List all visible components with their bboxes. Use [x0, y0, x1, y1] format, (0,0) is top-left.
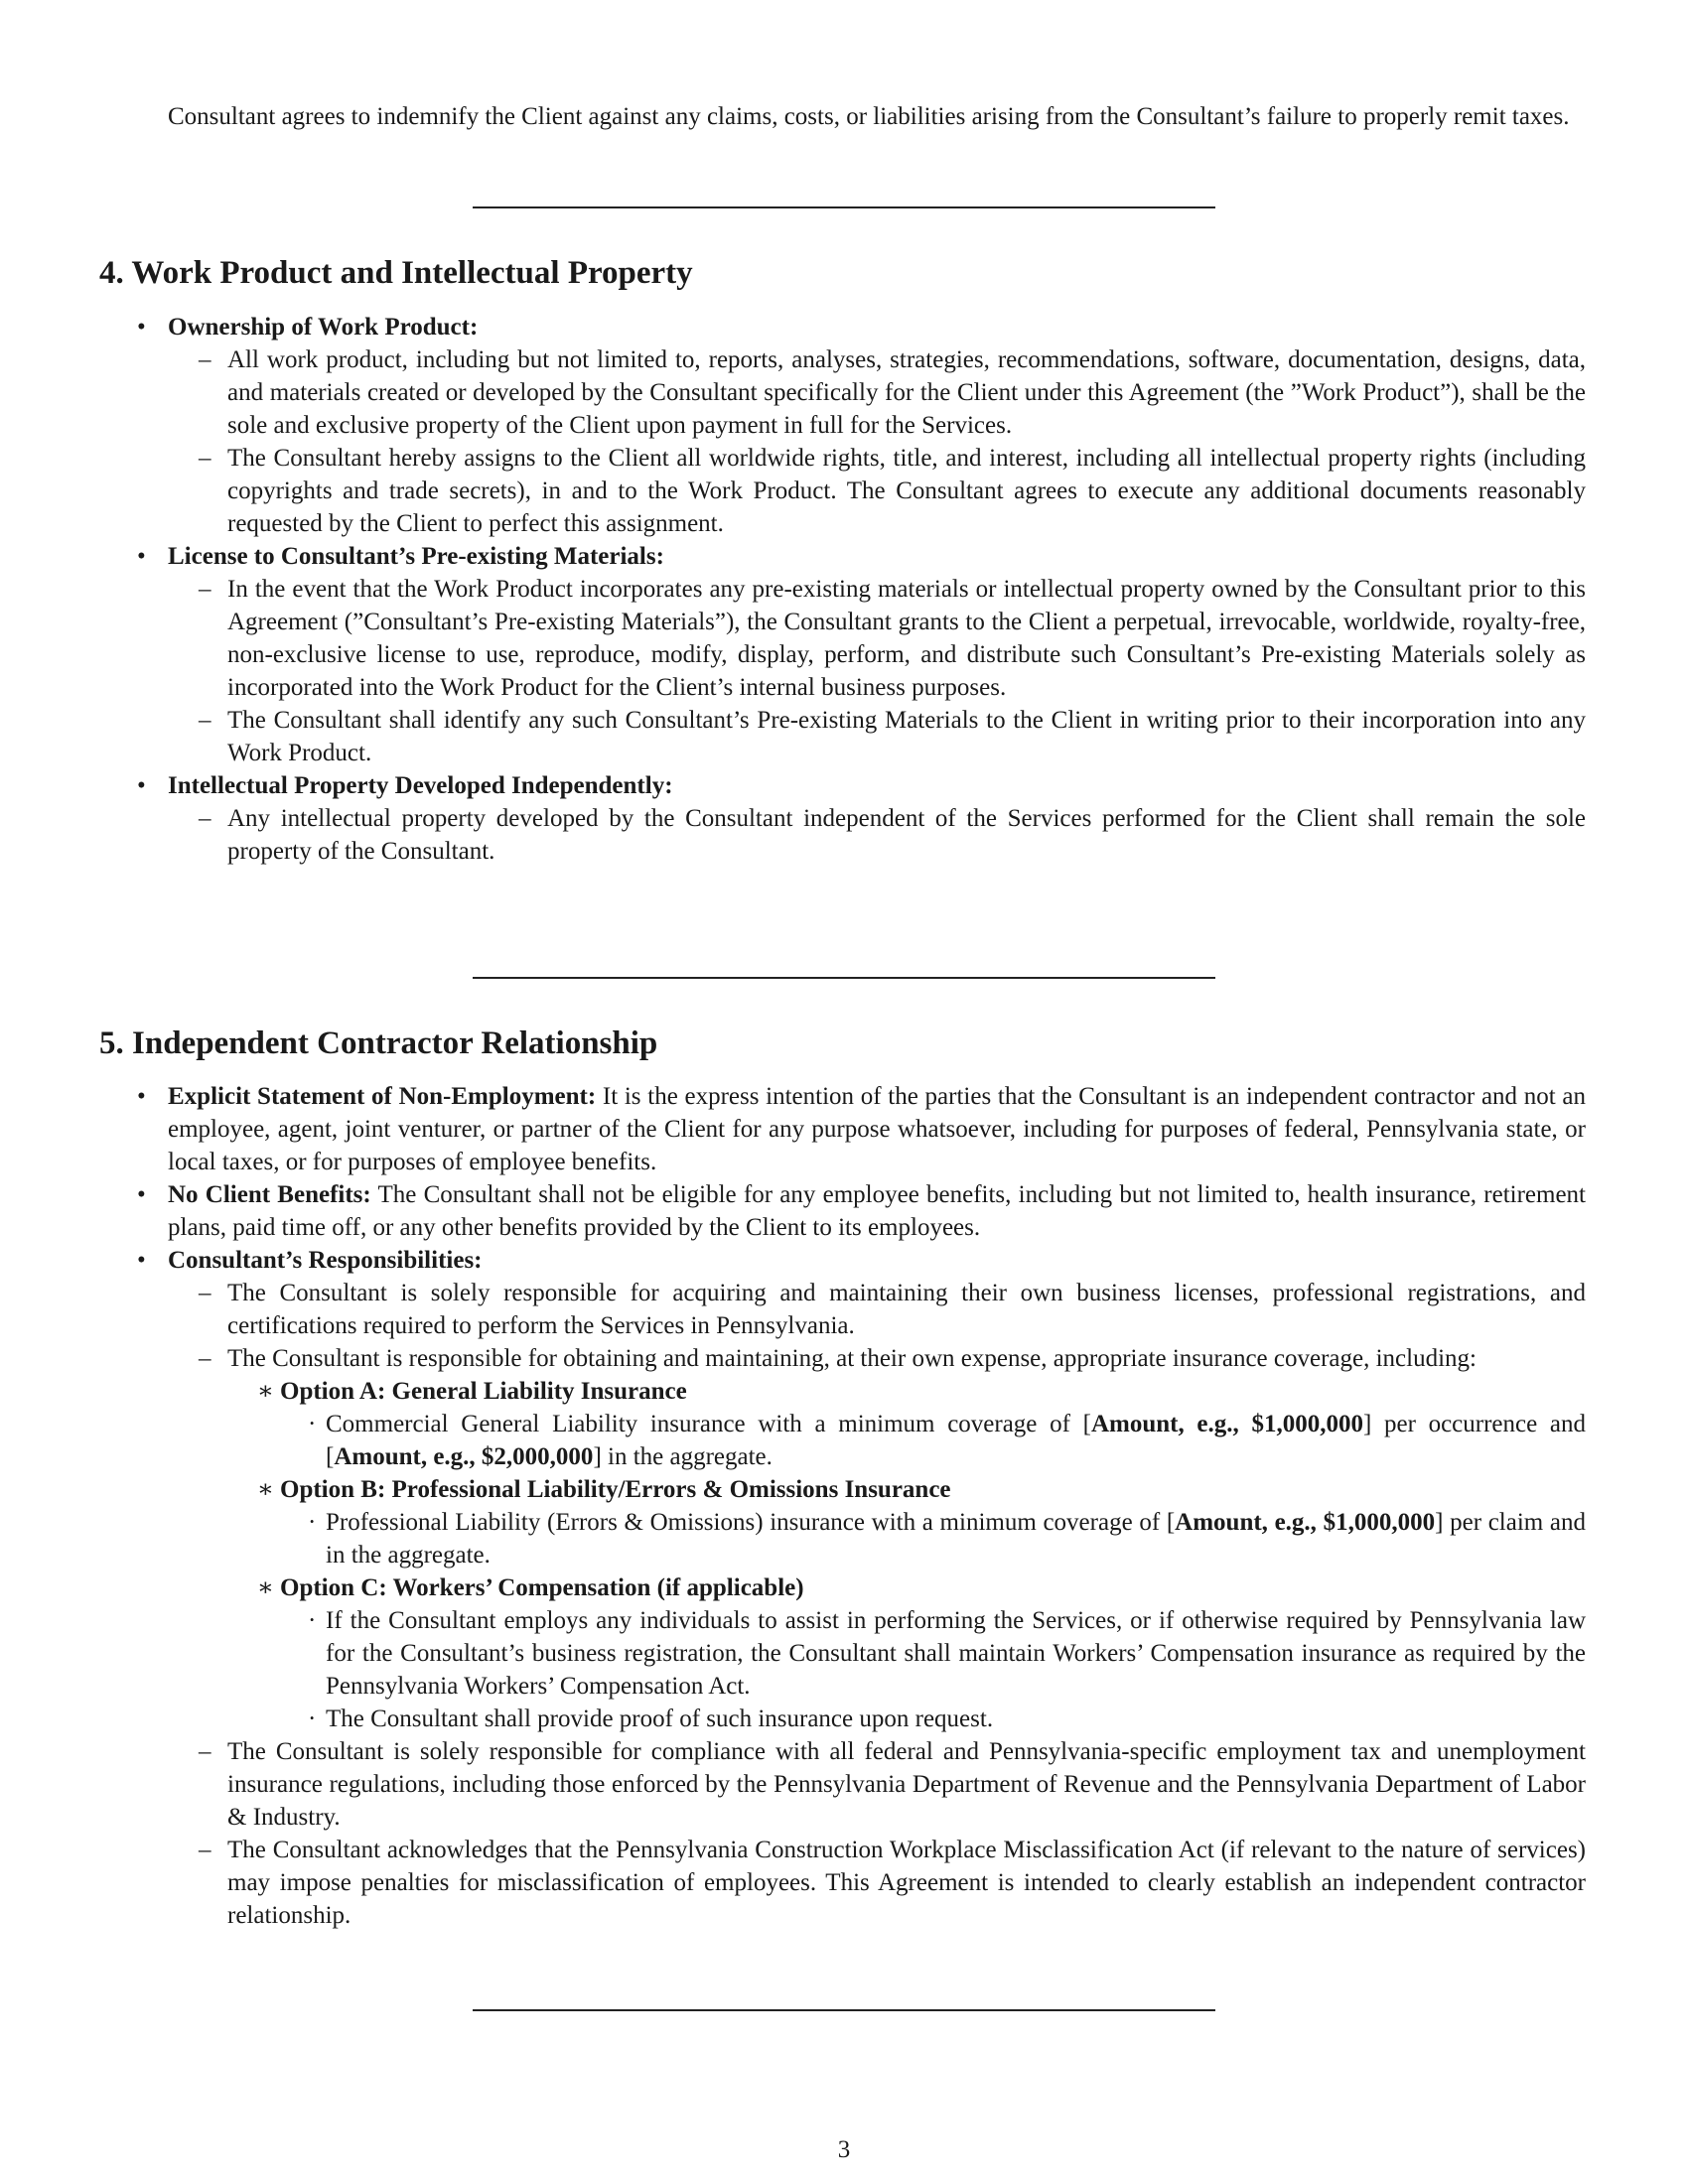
- no-benefits-text: The Consultant shall not be eligible for any employee benefits, including but not limited to, health insurance, retirement plans, paid time off, or any other benefits provided by the Client to its employees.: [168, 1181, 1587, 1241]
- dash-icon: –: [199, 346, 211, 373]
- list-item: [168, 802, 1586, 868]
- list-item: [280, 1506, 1586, 1571]
- dot-icon: ·: [308, 1706, 317, 1732]
- bullet-icon: •: [137, 1247, 146, 1274]
- page-number: 3: [837, 2136, 851, 2163]
- list-item: [0, 1244, 1688, 1932]
- list-item-text: All work product, including but not limited to, reports, analyses, strategies, recommendations, software, documentation, designs, data, and materials created or developed by the Consultant specifically for the Client under this Agreement (the ”Work Product”), shall be the sole and exclusive property of the Client upon payment in full for the Services.: [227, 346, 1586, 439]
- section-divider: [473, 2009, 1215, 2011]
- list-item: [280, 1408, 1586, 1473]
- asterisk-icon: ∗: [257, 1574, 274, 1601]
- list-item-text: Any intellectual property developed by the Consultant independent of the Services performed for the Client shall remain the sole property of the Consultant.: [227, 805, 1586, 865]
- bullet-icon: •: [137, 1181, 146, 1208]
- option-c-heading: Option C: Workers’ Compensation (if applicable): [280, 1574, 804, 1601]
- dash-icon: –: [199, 1280, 211, 1306]
- list-item-text: In the event that the Work Product incorporates any pre-existing materials or intellectual property owned by the Consultant prior to this Agreement (”Consultant’s Pre-existing Materials”), the Consultant grants to the Client a perpetual, irrevocable, worldwide, royalty-free, non-exclusive license to use, reproduce, modify, display, perform, and distribute such Consultant’s Pre-existing Materials solely as incorporated into the Work Product for the Client’s internal business purposes.: [227, 576, 1586, 701]
- list-item: [168, 1834, 1586, 1932]
- section-divider: [473, 206, 1215, 208]
- option-a-heading: Option A: General Liability Insurance: [280, 1378, 687, 1405]
- option-b-heading: Option B: Professional Liability/Errors & Omissions Insurance: [280, 1476, 951, 1503]
- list-item-text: The Consultant hereby assigns to the Client all worldwide rights, title, and interest, including all intellectual property rights (including copyrights and trade secrets), in and to the Work Product. The Consultant agrees to execute any additional documents reasonably requested by the Client to perfect this assignment.: [227, 445, 1586, 537]
- list-item: [227, 1375, 1586, 1473]
- bullet-icon: •: [137, 1083, 146, 1110]
- list-item-text: The Consultant shall identify any such Consultant’s Pre-existing Materials to the Client in writing prior to their incorporation into any Work Product.: [227, 707, 1586, 766]
- list-item: [227, 1571, 1586, 1735]
- independent-ip-heading: Intellectual Property Developed Independently:: [168, 772, 673, 799]
- list-item-text: Commercial General Liability insurance with a minimum coverage of [: [326, 1411, 1091, 1437]
- list-item-text: ] in the aggregate.: [593, 1443, 773, 1470]
- section-5-title: 5. Independent Contractor Relationship: [99, 1025, 658, 1061]
- dot-icon: ·: [308, 1607, 317, 1634]
- bullet-icon: •: [137, 772, 146, 799]
- list-item: [168, 343, 1586, 442]
- list-item-text: The Consultant shall provide proof of such insurance upon request.: [326, 1706, 994, 1732]
- list-item-text: If the Consultant employs any individuals to assist in performing the Services, or if otherwise required by Pennsylvania law for the Consultant’s business registration, the Consultant shall maintain Workers’ Compensation insurance as required by the Pennsylvania Workers’ Compensation Act.: [326, 1607, 1586, 1700]
- list-item: [168, 573, 1586, 704]
- list-item: [168, 1342, 1586, 1735]
- dash-icon: –: [199, 707, 211, 734]
- dash-icon: –: [199, 1738, 211, 1765]
- list-item: [0, 769, 1688, 868]
- asterisk-icon: ∗: [257, 1476, 274, 1503]
- dash-icon: –: [199, 805, 211, 832]
- list-item-text: ] per claim and in the aggregate.: [326, 1509, 1586, 1569]
- bullet-icon: •: [137, 314, 146, 341]
- list-item: [0, 1178, 1688, 1244]
- dash-icon: –: [199, 576, 211, 603]
- section-5-body: [0, 1080, 1688, 1932]
- list-item: [168, 1735, 1586, 1834]
- dash-icon: –: [199, 445, 211, 472]
- amount-placeholder: Amount, e.g., $2,000,000: [334, 1443, 594, 1470]
- list-item-text: Professional Liability (Errors & Omissions) insurance with a minimum coverage of [: [326, 1509, 1176, 1536]
- section-4-body: [0, 311, 1688, 868]
- non-employment-text: It is the express intention of the parties that the Consultant is an independent contractor and not an employee, agent, joint venturer, or partner of the Client for any purpose whatsoever, including for purposes of federal, Pennsylvania state, or local taxes, or for purposes of employee benefits.: [168, 1083, 1586, 1175]
- non-employment-heading: Explicit Statement of Non-Employment:: [168, 1083, 597, 1110]
- list-item: [0, 540, 1688, 769]
- list-item: [0, 1080, 1688, 1178]
- bullet-icon: •: [137, 543, 146, 570]
- list-item: [168, 442, 1586, 540]
- amount-placeholder: Amount, e.g., $1,000,000: [1175, 1509, 1436, 1536]
- dot-icon: ·: [308, 1509, 317, 1536]
- dash-icon: –: [199, 1837, 211, 1863]
- ownership-heading: Ownership of Work Product:: [168, 314, 479, 341]
- section-divider: [473, 977, 1215, 979]
- list-item: [168, 704, 1586, 769]
- list-item: [280, 1703, 1586, 1735]
- list-item-text: ] per occurrence and [: [326, 1411, 1587, 1470]
- list-item: [280, 1604, 1586, 1703]
- list-item: [168, 1277, 1586, 1342]
- amount-placeholder: Amount, e.g., $1,000,000: [1090, 1411, 1363, 1437]
- asterisk-icon: ∗: [257, 1378, 274, 1405]
- list-item-text: The Consultant is responsible for obtaining and maintaining, at their own expense, appropriate insurance coverage, including:: [227, 1345, 1477, 1372]
- continued-paragraph: Consultant agrees to indemnify the Client against any claims, costs, or liabilities arising from the Consultant’s failure to properly remit taxes.: [168, 103, 1570, 130]
- section-4-title: 4. Work Product and Intellectual Property: [99, 255, 693, 291]
- license-heading: License to Consultant’s Pre-existing Materials:: [168, 543, 664, 570]
- list-item-text: The Consultant acknowledges that the Pennsylvania Construction Workplace Misclassification Act (if relevant to the nature of services) may impose penalties for misclassification of employees. This Agreement is intended to clearly establish an independent contractor relationship.: [227, 1837, 1586, 1929]
- list-item-text: The Consultant is solely responsible for acquiring and maintaining their own business licenses, professional registrations, and certifications required to perform the Services in Pennsylvania.: [227, 1280, 1586, 1339]
- no-benefits-heading: No Client Benefits:: [168, 1181, 371, 1208]
- responsibilities-heading: Consultant’s Responsibilities:: [168, 1247, 483, 1274]
- list-item: [0, 311, 1688, 540]
- dash-icon: –: [199, 1345, 211, 1372]
- dot-icon: ·: [308, 1411, 317, 1437]
- list-item-text: The Consultant is solely responsible for compliance with all federal and Pennsylvania-specific employment tax and unemployment insurance regulations, including those enforced by the Pennsylvania Department of Revenue and the Pennsylvania Department of Labor & Industry.: [227, 1738, 1586, 1831]
- list-item: [227, 1473, 1586, 1571]
